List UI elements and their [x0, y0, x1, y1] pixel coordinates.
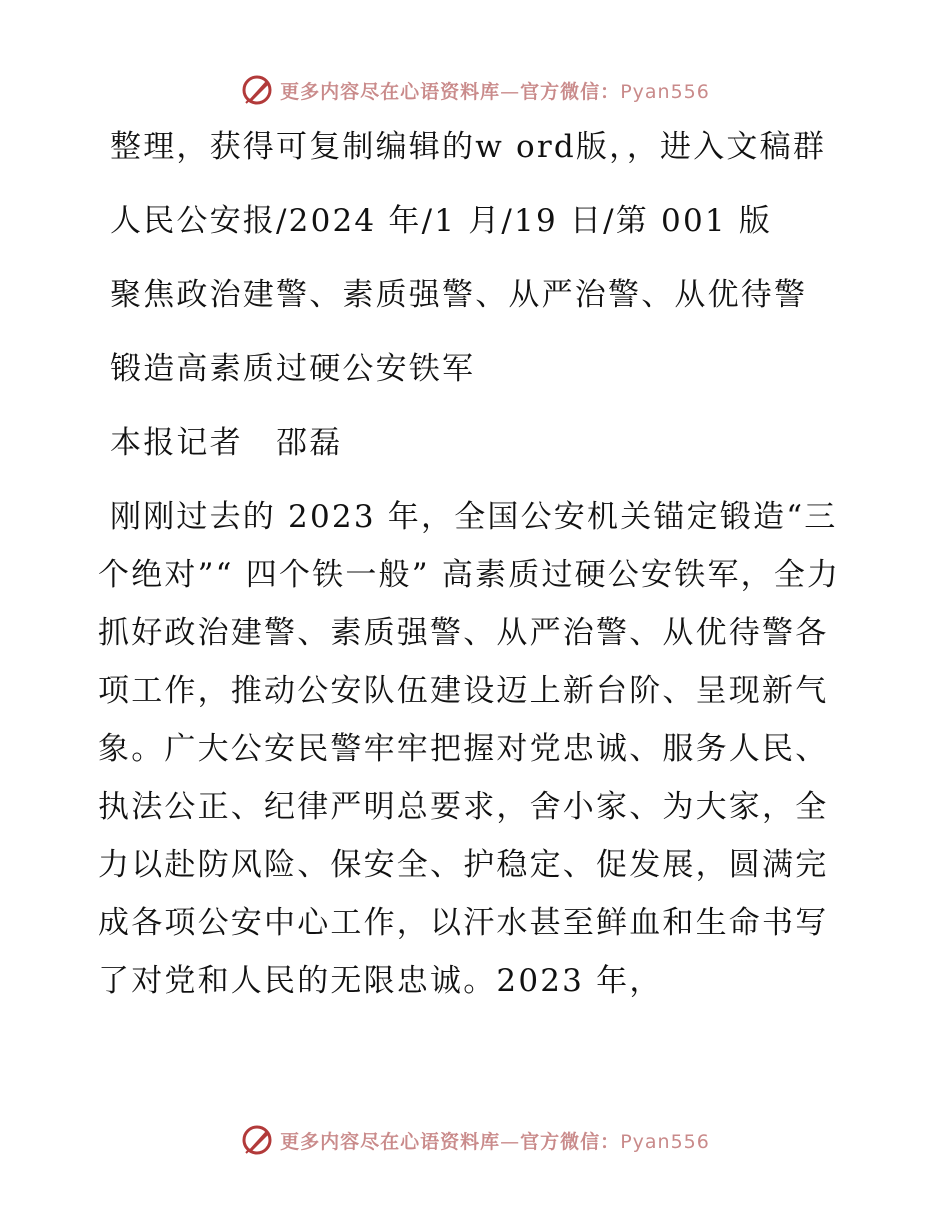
- headline-primary: 聚焦政治建警、素质强警、从严治警、从优待警: [110, 277, 808, 313]
- watermark-official: 官方微信：: [520, 80, 621, 103]
- watermark-separator: —: [500, 1130, 521, 1153]
- header-watermark: [0, 70, 950, 110]
- byline: 本报记者 邵磊: [110, 425, 343, 461]
- watermark-wechat-id: Pyan556: [620, 1130, 710, 1153]
- watermark-main: 更多内容尽在心语资料库: [280, 1130, 501, 1153]
- watermark-separator: —: [500, 80, 521, 103]
- intro-note: 整理，获得可复制编辑的w ord版，，进入文稿群: [110, 129, 827, 165]
- body-paragraph: 刚刚过去的 2023 年，全国公安机关锚定锻造“三个绝对”“ 四个铁一般” 高素质过硬公安铁军，全力抓好政治建警、素质强警、从严治警、从优待警各项工作，推动公安队伍建设迈上新台阶、呈现新气象。广大公安民警牢牢把握对党忠诚、服务人民、执法公正、纪律严明总要求，舍小家、为大家，全力以赴防风险、保安全、护稳定、促发展，圆满完成各项公安中心工作，以汗水甚至鲜血和生命书写了对党和人民的无限忠诚。2023 年，: [98, 499, 841, 999]
- watermark-official: 官方微信：: [520, 1130, 621, 1153]
- watermark-text: [280, 1127, 710, 1154]
- watermark-text: [280, 77, 710, 104]
- feather-pen-logo-icon: [240, 1123, 274, 1157]
- footer-watermark: [0, 1120, 950, 1160]
- headline-secondary: 锻造高素质过硬公安铁军: [110, 351, 476, 387]
- document-body: [98, 118, 858, 1026]
- feather-pen-logo-icon: [240, 73, 274, 107]
- watermark-main: 更多内容尽在心语资料库: [280, 80, 501, 103]
- source-line: 人民公安报/2024 年/1 月/19 日/第 001 版: [110, 203, 773, 239]
- watermark-wechat-id: Pyan556: [620, 80, 710, 103]
